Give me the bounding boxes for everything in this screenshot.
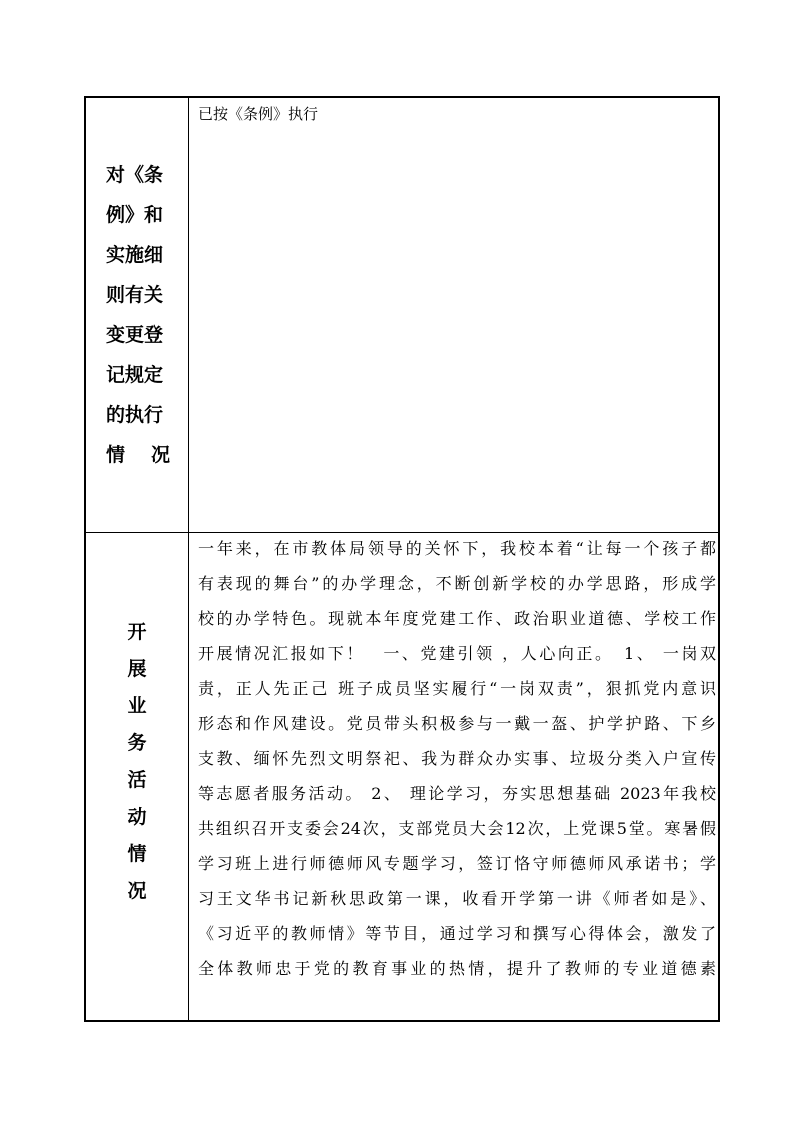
label-char: 情 bbox=[106, 444, 126, 466]
paragraph-line: 开展情况汇报如下！ 一、党建引领 ，人心向正。 1、 一岗双 bbox=[198, 644, 716, 663]
label-line: 对《条 bbox=[106, 164, 164, 186]
label-char: 展 bbox=[127, 658, 147, 680]
paragraph-line: 习王文华书记新秋思政第一课，收看开学第一讲《师者如是》、 bbox=[198, 889, 716, 908]
paragraph-line: 等志愿者服务活动。 2、 理论学习，夯实思想基础 2023年我校 bbox=[198, 784, 716, 803]
paragraph-line: 全体教师忠于党的教育事业的热情，提升了教师的专业道德素 bbox=[198, 959, 716, 978]
label-char: 活 bbox=[127, 769, 147, 791]
label-char: 况 bbox=[150, 444, 170, 466]
label-char: 况 bbox=[127, 880, 147, 902]
paragraph-line: 有表现的舞台”的办学理念，不断创新学校的办学思路，形成学 bbox=[198, 574, 716, 593]
label-line: 的执行 bbox=[106, 404, 164, 426]
label-char: 动 bbox=[127, 806, 147, 828]
form-table bbox=[84, 96, 720, 1022]
paragraph-line: 支教、缅怀先烈文明祭祀、我为群众办实事、垃圾分类入户宣传 bbox=[198, 749, 716, 768]
label-line: 例》和 bbox=[106, 204, 164, 226]
label-char: 务 bbox=[127, 732, 147, 754]
label-line: 记规定 bbox=[106, 364, 164, 386]
paragraph-line: 形态和作风建设。党员带头积极参与一戴一盔、护学护路、下乡 bbox=[198, 714, 716, 733]
label-line-spread bbox=[106, 440, 170, 480]
paragraph-line: 《习近平的教师情》等节目，通过学习和撰写心得体会，激发了 bbox=[198, 924, 716, 943]
row-label-regulation-execution bbox=[86, 98, 188, 532]
column-divider bbox=[188, 98, 189, 1020]
label-char: 业 bbox=[127, 695, 147, 717]
row-label-business-activities bbox=[86, 533, 188, 1022]
paragraph-line: 一年来，在市教体局领导的关怀下，我校本着“让每一个孩子都 bbox=[198, 539, 716, 558]
label-char: 开 bbox=[127, 621, 147, 643]
label-line: 变更登 bbox=[106, 324, 164, 346]
paragraph-line: 共组织召开支委会24次，支部党员大会12次，上党课5堂。寒暑假 bbox=[198, 819, 716, 838]
paragraph-line: 学习班上进行师德师风专题学习，签订恪守师德师风承诺书；学 bbox=[198, 854, 716, 873]
label-line: 实施细 bbox=[106, 244, 164, 266]
paragraph-line: 责，正人先正己 班子成员坚实履行“一岗双责”，狠抓党内意识 bbox=[198, 679, 716, 698]
paragraph-line: 校的办学特色。现就本年度党建工作、政治职业道德、学校工作 bbox=[198, 609, 716, 628]
label-char: 情 bbox=[127, 843, 147, 865]
content-regulation-execution: 已按《条例》执行 bbox=[198, 105, 319, 123]
label-line: 则有关 bbox=[106, 284, 164, 306]
